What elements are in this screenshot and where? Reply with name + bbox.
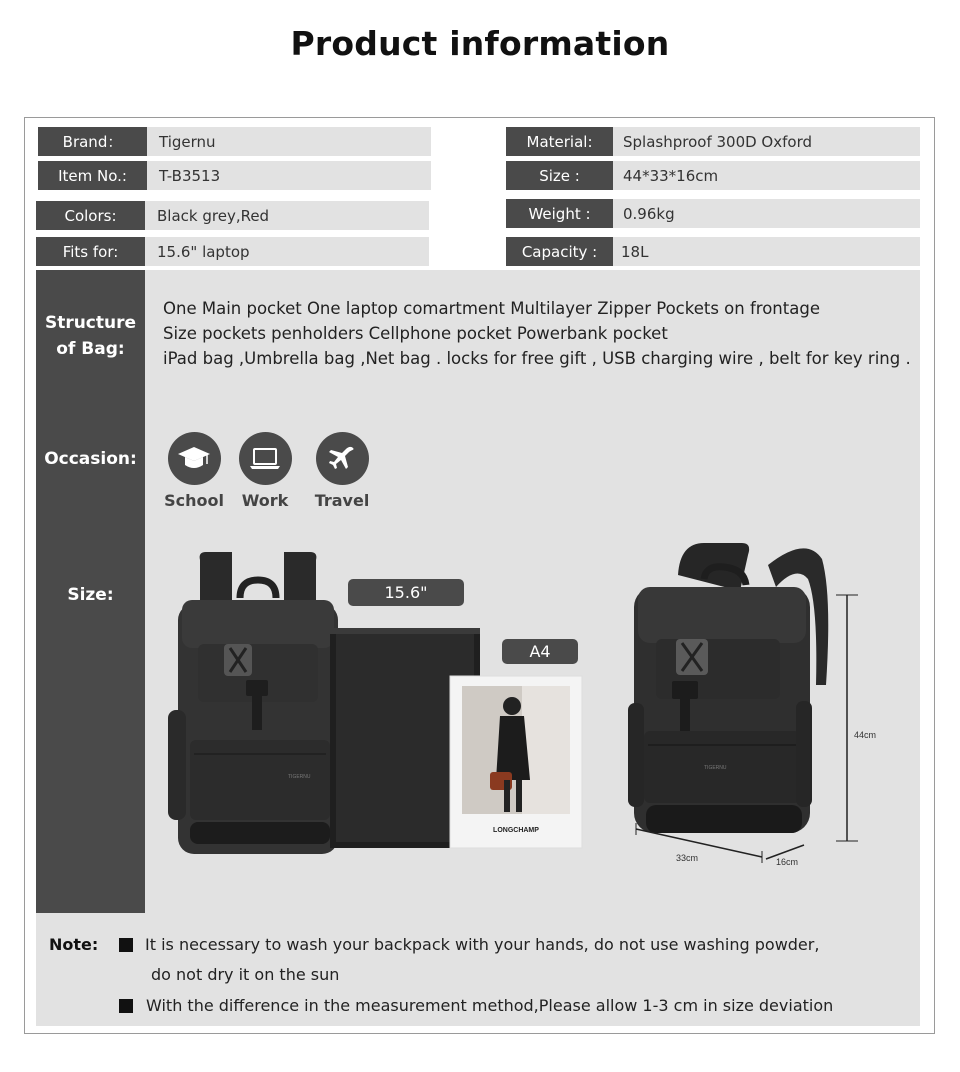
laptop-icon: [239, 432, 292, 485]
spec-label-capacity: Capacity :: [506, 237, 613, 266]
airplane-icon: [316, 432, 369, 485]
spec-value-size: 44*33*16cm: [613, 161, 920, 190]
page-title: Product information: [290, 24, 670, 63]
spec-label-brand: Brand：: [38, 127, 147, 156]
structure-line: One Main pocket One laptop comartment Multilayer Zipper Pockets on frontage: [163, 299, 820, 318]
structure-description: [163, 296, 911, 371]
note-line-1: It is necessary to wash your backpack with your hands, do not use washing powder,: [145, 935, 820, 954]
backpack-front-image: [168, 552, 348, 854]
spec-label-colors: Colors:: [36, 201, 145, 230]
occasion-travel: [302, 432, 382, 510]
a4-magazine-image: [450, 676, 582, 848]
spec-value-weight: 0.96kg: [613, 199, 920, 228]
a4-size-tag: A4: [502, 639, 578, 664]
laptop-size-tag: 15.6": [348, 579, 464, 606]
spec-value-capacity: 18L: [613, 237, 920, 266]
height-dimension-line: [836, 595, 858, 841]
spec-label-material: Material:: [506, 127, 613, 156]
spec-value-fits-for: 15.6" laptop: [145, 237, 429, 266]
size-label: Size:: [67, 585, 114, 605]
height-dimension-label: 44cm: [854, 730, 877, 740]
spec-label-weight: Weight :: [506, 199, 613, 228]
note-label: Note:: [49, 935, 99, 954]
structure-label: [36, 310, 145, 362]
spec-label-size: Size :: [506, 161, 613, 190]
depth-dimension-label: 16cm: [776, 857, 799, 867]
spec-value-material: Splashproof 300D Oxford: [613, 127, 920, 156]
bag-logo: TIGERNU: [288, 774, 311, 780]
width-dimension-label: 33cm: [676, 853, 699, 863]
note-line-2: With the difference in the measurement method,Please allow 1-3 cm in size deviation: [146, 996, 834, 1015]
note-bullet: [119, 999, 133, 1013]
structure-label-line2: of Bag:: [56, 339, 125, 359]
occasion-school: [154, 432, 234, 510]
note-line-1b: do not dry it on the sun: [151, 965, 340, 984]
spec-value-colors: Black grey,Red: [145, 201, 429, 230]
spec-label-fits-for: Fits for:: [36, 237, 145, 266]
graduation-cap-icon: [168, 432, 221, 485]
magazine-brand: LONGCHAMP: [493, 827, 539, 834]
occasion-work: [225, 432, 305, 510]
spec-value-brand: Tigernu: [147, 127, 431, 156]
note-bullet: [119, 938, 133, 952]
backpack-dimension-illustration: [620, 535, 900, 885]
structure-line: iPad bag ,Umbrella bag ,Net bag . locks for free gift , USB charging wire , belt for key ring .: [163, 349, 911, 368]
backpack-side-image: [628, 543, 828, 833]
bag-logo-side: TIGERNU: [704, 765, 727, 771]
spec-label-item-no: Item No.:: [38, 161, 147, 190]
occasion-label: Occasion:: [44, 449, 137, 469]
structure-line: Size pockets penholders Cellphone pocket Powerbank pocket: [163, 324, 668, 343]
occasion-label-school: School: [164, 491, 224, 510]
occasion-label-work: Work: [241, 491, 289, 510]
spec-value-item-no: T-B3513: [147, 161, 431, 190]
structure-label-line1: Structure: [44, 313, 137, 333]
occasion-label-travel: Travel: [314, 491, 370, 510]
